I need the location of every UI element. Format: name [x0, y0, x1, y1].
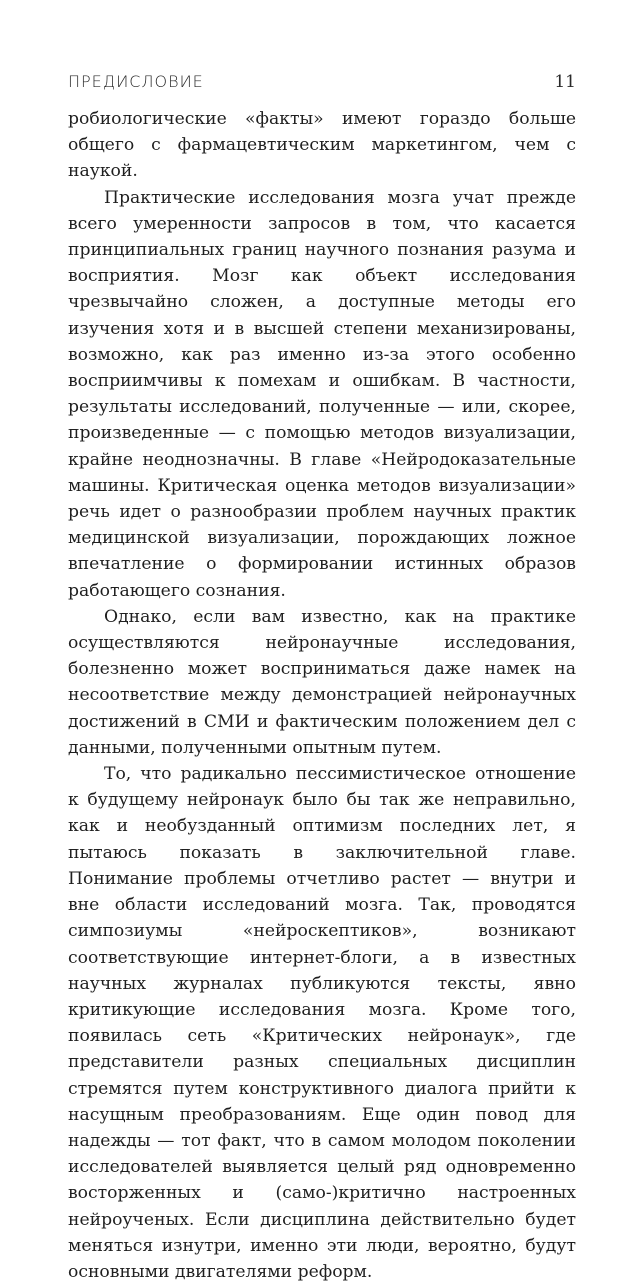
- paragraph: То, что радикально пессимистическое отношение к будущему нейронаук было бы так же неправильно, как и необузданный оптимизм последних лет, я пытаюсь показать в заключительной главе. Понимание проблемы отчетливо растет — внутри и вне области исследований мозга. Так, проводятся симпозиумы «нейроскептиков», возникают соответствующие интернет-блоги, а в известных научных журналах публикуются тексты, явно критикующие исследования мозга. Кроме того, появилась сеть «Критических нейронаук», где представители разных специальных дисциплин стремятся путем конструктивного диалога прийти к насущным преобразованиям. Еще один повод для надежды — тот факт, что в самом молодом поколении исследователей выявляется целый ряд одновременно восторженных и (само-)критично настроенных нейроученых. Если дисциплина действительно будет меняться изнутри, именно эти люди, вероятно, будут основными двигателями реформ.: [68, 764, 576, 1282]
- body-text: [68, 106, 576, 1285]
- paragraph: Однако, если вам известно, как на практике осуществляются нейронаучные исследования, болезненно может восприниматься даже намек на несоответствие между демонстрацией нейронаучных достижений в СМИ и фактическим положением дел с данными, полученными опытным путем.: [68, 606, 576, 758]
- paragraph-continued: робиологические «факты» имеют гораздо больше общего с фармацевтическим маркетингом, чем с наукой.: [68, 109, 576, 182]
- paragraph: Практические исследования мозга учат прежде всего умеренности запросов в том, что касается принципиальных границ научного познания разума и восприятия. Мозг как объект исследования чрезвычайно сложен, а доступные методы его изучения хотя и в высшей степени механизированы, возможно, как раз именно из-за этого особенно восприимчивы к помехам и ошибкам. В частности, результаты исследований, полученные — или, скорее, произведенные — с помощью методов визуализации, крайне неоднозначны. В главе «Нейродоказательные машины. Критическая оценка методов визуализации» речь идет о разнообразии проблем научных практик медицинской визуализации, порождающих ложное впечатление о формировании истинных образов работающего сознания.: [68, 187, 576, 601]
- running-header: [68, 72, 576, 96]
- page-number: 11: [554, 72, 576, 92]
- section-title: ПРЕДИСЛОВИЕ: [68, 72, 204, 91]
